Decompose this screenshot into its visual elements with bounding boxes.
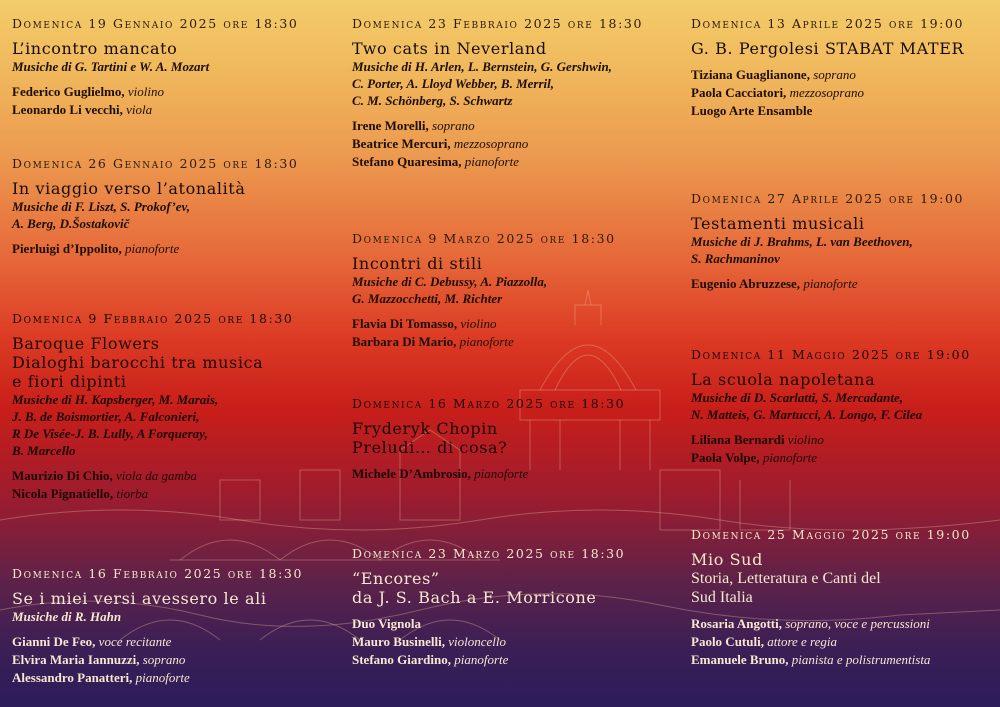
performer <box>352 633 682 651</box>
performer <box>691 431 996 449</box>
performer-role: tiorba <box>116 486 149 501</box>
event-title-line: Testamenti musicali <box>691 214 865 233</box>
performer-name: Michele D’Ambrosio, <box>352 466 471 481</box>
composers-line: R De Visée-J. B. Lully, A Forqueray, <box>12 426 208 441</box>
composers-line: Musiche di R. Hahn <box>12 609 122 624</box>
event-title-line: L’incontro mancato <box>12 39 178 58</box>
performer-name: Gianni De Feo, <box>12 634 96 649</box>
composers-line: Musiche di F. Liszt, S. Prokof’ev, <box>12 199 191 214</box>
performers-list <box>12 240 332 258</box>
performer-role: soprano <box>813 67 856 82</box>
performer <box>352 117 682 135</box>
event-date: Domenica 26 Gennaio 2025 ore 18:30 <box>12 156 299 171</box>
composers-line: Musiche di H. Arlen, L. Bernstein, G. Gershwin, <box>352 59 612 74</box>
performer-role: mezzosoprano <box>789 85 864 100</box>
performer <box>12 101 332 119</box>
performers-list <box>352 615 682 669</box>
composers-line: Musiche di J. Brahms, L. van Beethoven, <box>691 234 913 249</box>
event-date: Domenica 19 Gennaio 2025 ore 18:30 <box>12 16 299 31</box>
event-title-line: “Encores” <box>352 569 440 588</box>
performer <box>12 669 332 687</box>
composers-line: Musiche di C. Debussy, A. Piazzolla, <box>352 274 548 289</box>
event-subtitle-line: Sud Italia <box>691 589 753 606</box>
performers-list <box>691 615 996 669</box>
performer-role: pianoforte <box>762 450 818 465</box>
performer-name: Liliana Bernardi <box>691 432 785 447</box>
event-title-line: Baroque Flowers <box>12 334 160 353</box>
performer-role: pianista e polistrumentista <box>791 652 931 667</box>
performer-name: Barbara Di Mario, <box>352 334 457 349</box>
performers-list <box>352 465 682 483</box>
performer-name: Irene Morelli, <box>352 118 429 133</box>
event-date: Domenica 23 Marzo 2025 ore 18:30 <box>352 546 626 561</box>
performer-name: Paola Cacciatori, <box>691 85 787 100</box>
performer <box>12 83 332 101</box>
performer-role: pianoforte <box>474 466 529 481</box>
performer-name: Pierluigi d’Ippolito, <box>12 241 122 256</box>
ensemble-name <box>352 615 682 633</box>
composers-line: Musiche di H. Kapsberger, M. Marais, <box>12 392 219 407</box>
performer-role: violino <box>127 84 164 99</box>
concert-event <box>12 311 332 503</box>
event-date: Domenica 9 Febbraio 2025 ore 18:30 <box>12 311 294 326</box>
composers-line: Musiche di D. Scarlatti, S. Mercadante, <box>691 390 903 405</box>
performers-list <box>12 467 332 503</box>
performer-name: Elvira Maria Iannuzzi, <box>12 652 140 667</box>
concert-event <box>352 546 682 669</box>
composers-line: B. Marcello <box>12 443 76 458</box>
performer-name: Beatrice Mercuri, <box>352 136 451 151</box>
performer <box>12 633 332 651</box>
composers-line: N. Matteis, G. Martucci, A. Longo, F. Cilea <box>691 407 923 422</box>
event-title-line: Fryderyk Chopin <box>352 419 498 438</box>
event-date: Domenica 16 Febbraio 2025 ore 18:30 <box>12 566 304 581</box>
event-title-line: da J. S. Bach a E. Morricone <box>352 588 597 607</box>
performer-role: pianoforte <box>459 334 514 349</box>
performer <box>12 651 332 669</box>
event-title-line: Mio Sud <box>691 550 763 569</box>
performer-name: Tiziana Guaglianone, <box>691 67 810 82</box>
performer-role: pianoforte <box>125 241 180 256</box>
performer-name: Eugenio Abruzzese, <box>691 276 801 291</box>
event-title-line: Incontri di stili <box>352 254 483 273</box>
performer <box>12 467 332 485</box>
performer-name: Stefano Quaresima, <box>352 154 462 169</box>
performer-name: Alessandro Panatteri, <box>12 670 133 685</box>
event-title-line: La scuola napoletana <box>691 370 876 389</box>
performer <box>352 153 682 171</box>
performers-list <box>12 633 332 687</box>
performers-list <box>691 275 996 293</box>
concert-event <box>691 347 996 467</box>
performer-name: Rosaria Angotti, <box>691 616 782 631</box>
concert-event <box>691 527 996 669</box>
performer-name: Nicola Pignatiello, <box>12 486 114 501</box>
performer-role: viola da gamba <box>116 468 197 483</box>
performer-name: Emanuele Bruno, <box>691 652 789 667</box>
event-date: Domenica 13 Aprile 2025 ore 19:00 <box>691 16 965 31</box>
concert-event <box>691 191 996 293</box>
performer-role: pianoforte <box>803 276 858 291</box>
performer-role: mezzosoprano <box>453 136 529 151</box>
event-title-line: Two cats in Neverland <box>352 39 547 58</box>
event-date: Domenica 27 Aprile 2025 ore 19:00 <box>691 191 965 206</box>
performer-name: Paola Volpe, <box>691 450 760 465</box>
composers-line: C. M. Schönberg, S. Schwartz <box>352 93 513 108</box>
composers-line: Musiche di G. Tartini e W. A. Mozart <box>12 59 210 74</box>
performer-role: soprano <box>142 652 186 667</box>
performer <box>691 615 996 633</box>
performer <box>691 651 996 669</box>
performer <box>352 465 682 483</box>
performer-role: pianoforte <box>454 652 509 667</box>
performers-list <box>691 66 996 120</box>
concert-event <box>691 16 996 120</box>
performer-name: Paolo Cutuli, <box>691 634 764 649</box>
concert-event <box>12 16 332 119</box>
event-subtitle-line: Storia, Letteratura e Canti del <box>691 570 881 587</box>
performer-role: soprano <box>432 118 475 133</box>
performer-name: Mauro Businelli, <box>352 634 445 649</box>
composers-line: G. Mazzocchetti, M. Richter <box>352 291 503 306</box>
performer-name: Stefano Giardino, <box>352 652 451 667</box>
event-date: Domenica 23 Febbraio 2025 ore 18:30 <box>352 16 644 31</box>
performer-role: viola <box>126 102 153 117</box>
event-date: Domenica 9 Marzo 2025 ore 18:30 <box>352 231 616 246</box>
composers-line: S. Rachmaninov <box>691 251 780 266</box>
performer-role: pianoforte <box>464 154 519 169</box>
performer <box>691 66 996 84</box>
concert-event <box>352 231 682 351</box>
performer-name: Leonardo Li vecchi, <box>12 102 123 117</box>
composers-line: A. Berg, D.Šostakovič <box>12 216 130 231</box>
concert-event <box>352 16 682 171</box>
performer <box>691 633 996 651</box>
composers-line: J. B. de Boismortier, A. Falconieri, <box>12 409 200 424</box>
concert-event <box>352 396 682 483</box>
event-title-line: Se i miei versi avessero le ali <box>12 589 267 608</box>
performer <box>352 333 682 351</box>
performers-list <box>352 117 682 171</box>
performer-name: Flavia Di Tomasso, <box>352 316 458 331</box>
performer <box>12 485 332 503</box>
performer <box>12 240 332 258</box>
event-title-line: In viaggio verso l’atonalità <box>12 179 246 198</box>
performer-role: violino <box>787 432 824 447</box>
event-date: Domenica 11 Maggio 2025 ore 19:00 <box>691 347 971 362</box>
performer-role: violino <box>460 316 497 331</box>
performer-role: soprano, voce e percussioni <box>785 616 930 631</box>
event-title-line: Dialoghi barocchi tra musica <box>12 353 264 372</box>
performer <box>352 651 682 669</box>
performer-role: violoncello <box>448 634 506 649</box>
performer-role: pianoforte <box>135 670 190 685</box>
concert-event <box>12 566 332 687</box>
performer <box>691 449 996 467</box>
performer <box>352 135 682 153</box>
ensemble-name-text: Duo Vignola <box>352 616 421 631</box>
performer <box>691 102 996 120</box>
performers-list <box>12 83 332 119</box>
event-date: Domenica 16 Marzo 2025 ore 18:30 <box>352 396 626 411</box>
performer <box>352 315 682 333</box>
performer <box>691 275 996 293</box>
performer-role: attore e regia <box>767 634 838 649</box>
performer-role: voce recitante <box>98 634 172 649</box>
concert-event <box>12 156 332 258</box>
event-date: Domenica 25 Maggio 2025 ore 19:00 <box>691 527 971 542</box>
performer-name: Maurizio Di Chio, <box>12 468 113 483</box>
event-title-line: Preludi… di cosa? <box>352 438 508 457</box>
performers-list <box>691 431 996 467</box>
performer <box>691 84 996 102</box>
performer-name: Federico Guglielmo, <box>12 84 125 99</box>
composers-line: C. Porter, A. Lloyd Webber, B. Merril, <box>352 76 554 91</box>
event-title-line: G. B. Pergolesi STABAT MATER <box>691 39 965 58</box>
performers-list <box>352 315 682 351</box>
event-title-line: e fiori dipinti <box>12 372 127 391</box>
performer-name: Luogo Arte Ensamble <box>691 103 813 118</box>
